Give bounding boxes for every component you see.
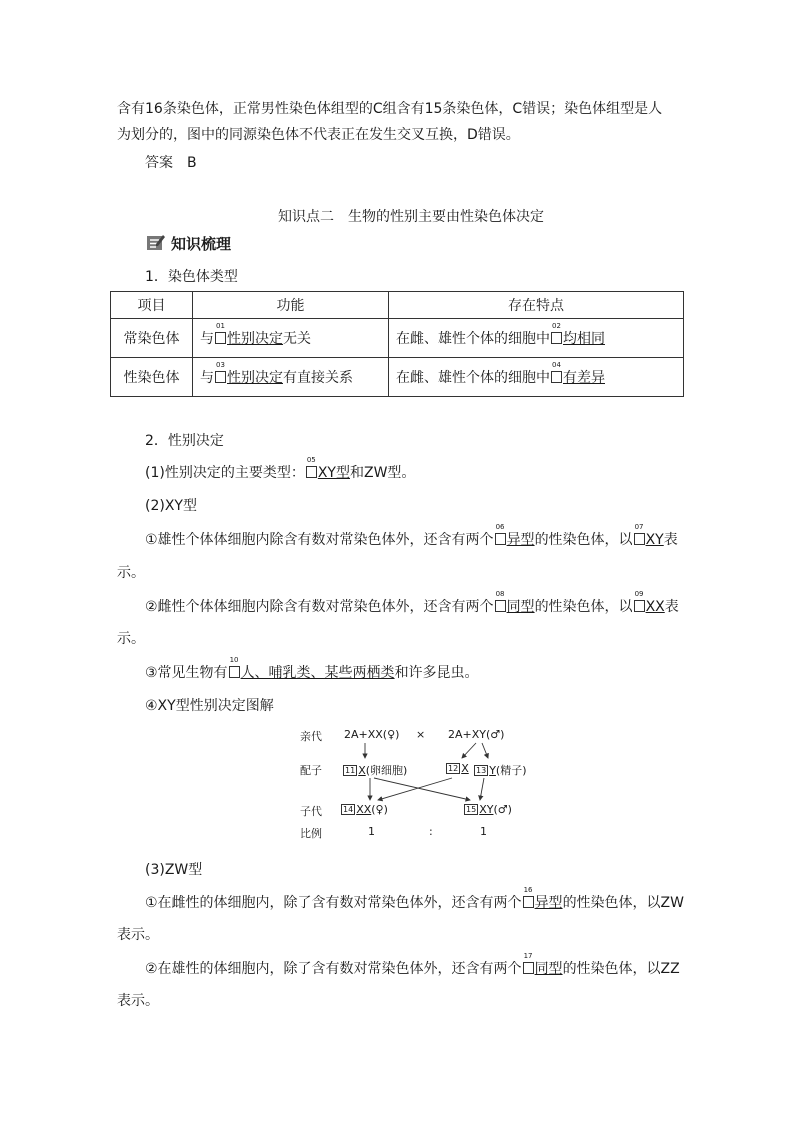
zw-heading: (3)ZW型 bbox=[145, 862, 203, 878]
row-name: 常染色体 bbox=[111, 319, 193, 358]
paragraph-zw-male: ②在雄性的体细胞内，除了含有数对常染色体外，还含有两个 17 同型的性染色体，以ZZ bbox=[145, 952, 680, 977]
ratio-right: 1 bbox=[480, 825, 487, 838]
blank-box: 09 bbox=[634, 600, 645, 612]
offspring-female: 14 XX(♀) bbox=[343, 803, 388, 816]
row-function: 与 01 性别决定无关 bbox=[193, 319, 389, 358]
mother-genotype: 2A+XX(♀) bbox=[344, 728, 400, 741]
blank-box: 17 bbox=[523, 962, 534, 974]
line-father-to-x bbox=[462, 743, 476, 758]
blank-box: 04 bbox=[551, 371, 562, 383]
paragraph-zw-male-cont: 表示。 bbox=[117, 993, 159, 1009]
header-feature: 存在特点 bbox=[389, 292, 684, 319]
blank-box: 16 bbox=[523, 896, 534, 908]
line-y-to-xy bbox=[480, 778, 484, 800]
intro-line-1: 含有16条染色体，正常男性染色体组型的C组含有15条染色体，C错误；染色体组型是人 bbox=[117, 101, 663, 117]
blank-box: 01 bbox=[215, 332, 226, 344]
gamete-egg: 11 X(卵细胞) bbox=[345, 764, 408, 777]
ratio-colon: : bbox=[429, 825, 433, 838]
paragraph-xy-female-cont: 示。 bbox=[117, 631, 145, 647]
paragraph-xy-female: ②雌性个体体细胞内除含有数对常染色体外，还含有两个 08 同型的性染色体，以 09 XX表 bbox=[145, 590, 679, 615]
answer-text: 答案 B bbox=[145, 155, 197, 171]
paragraph-zw-female-cont: 表示。 bbox=[117, 927, 159, 943]
row-feature: 在雌、雄性个体的细胞中 02 均相同 bbox=[389, 319, 684, 358]
blank-box: 07 bbox=[634, 533, 645, 545]
blank-box: 05 bbox=[306, 466, 317, 478]
line-father-to-y bbox=[482, 743, 488, 758]
father-genotype: 2A+XY(♂) bbox=[448, 728, 505, 741]
row-feature: 在雌、雄性个体的细胞中 04 有差异 bbox=[389, 358, 684, 397]
item1-title: 1．染色体类型 bbox=[145, 269, 238, 285]
blank-box: 03 bbox=[215, 371, 226, 383]
paragraph-xy-male-cont: 示。 bbox=[117, 565, 145, 581]
section-title: 知识点二 生物的性别主要由性染色体决定 bbox=[278, 209, 544, 225]
label-parent: 亲代 bbox=[300, 730, 322, 743]
label-gamete: 配子 bbox=[300, 764, 322, 777]
header-function: 功能 bbox=[193, 292, 389, 319]
header-item: 项目 bbox=[111, 292, 193, 319]
paragraph-zw-female: ①在雌性的体细胞内，除了含有数对常染色体外，还含有两个 16 异型的性染色体，以ZW bbox=[145, 886, 684, 911]
paragraph-xy-male: ①雄性个体体细胞内除含有数对常染色体外，还含有两个 06 异型的性染色体，以 07 XY表 bbox=[145, 523, 678, 548]
gamete-sperm-x: 12 X bbox=[448, 762, 469, 775]
blank-box: 06 bbox=[495, 533, 506, 545]
subheading: 知识梳理 bbox=[171, 235, 232, 253]
row-name: 性染色体 bbox=[111, 358, 193, 397]
blank-box: 10 bbox=[229, 666, 240, 678]
xy-heading: (2)XY型 bbox=[145, 498, 197, 514]
blank-box: 02 bbox=[551, 332, 562, 344]
intro-line-2: 为划分的，图中的同源染色体不代表正在发生交叉互换，D错误。 bbox=[117, 127, 520, 143]
label-offspring: 子代 bbox=[300, 805, 322, 818]
row-function: 与 03 性别决定有直接关系 bbox=[193, 358, 389, 397]
blank-box: 08 bbox=[495, 600, 506, 612]
item2-title: 2．性别决定 bbox=[145, 433, 224, 449]
paragraph-types: (1)性别决定的主要类型： 05 XY型和ZW型。 bbox=[145, 456, 416, 481]
diagram-heading: ④XY型性别决定图解 bbox=[145, 698, 274, 714]
label-ratio: 比例 bbox=[300, 827, 322, 840]
gamete-sperm-y: 13 Y(精子) bbox=[476, 764, 527, 777]
paragraph-common-organisms: ③常见生物有 10 人、哺乳类、某些两栖类和许多昆虫。 bbox=[145, 656, 479, 681]
offspring-male: 15 XY(♂) bbox=[466, 803, 512, 816]
cross-sign: × bbox=[416, 728, 426, 741]
ratio-left: 1 bbox=[368, 825, 375, 838]
